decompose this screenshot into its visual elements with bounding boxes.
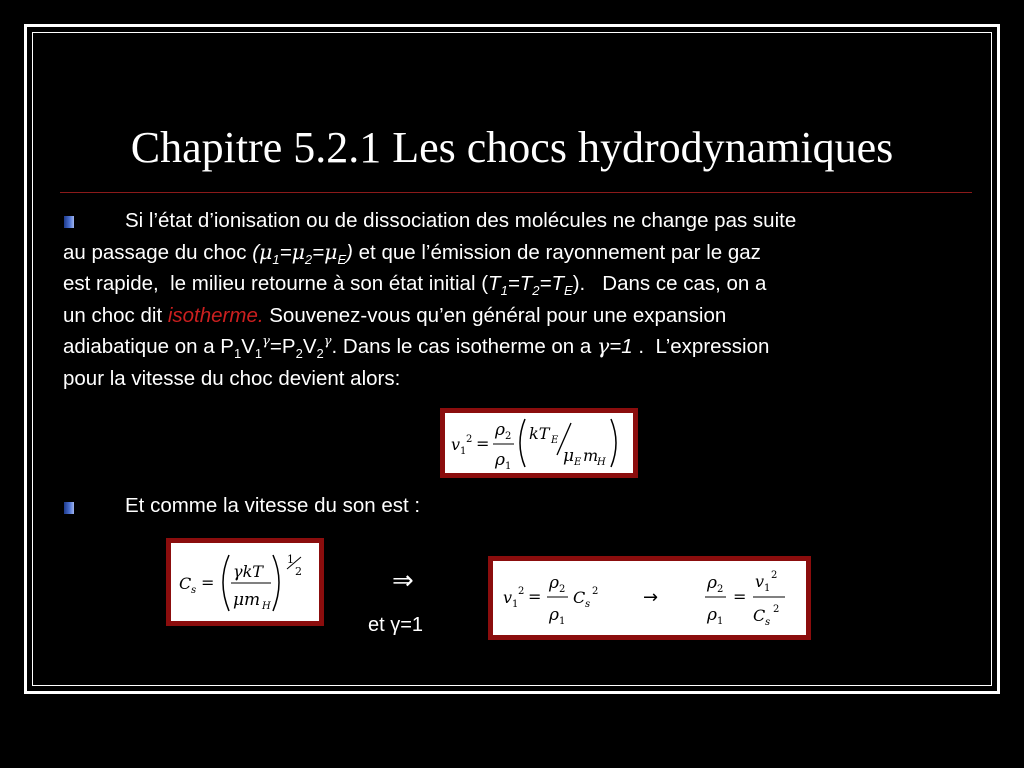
sound-speed-equation: [166, 538, 324, 626]
svg-text:2: 2: [559, 584, 566, 595]
svg-text:1: 1: [287, 553, 294, 566]
svg-text:ρ: ρ: [707, 605, 717, 625]
bullet-icon: [64, 502, 74, 514]
svg-text:2: 2: [466, 434, 473, 445]
svg-text:2: 2: [717, 584, 724, 595]
svg-text:→: →: [643, 587, 659, 608]
svg-text:H: H: [597, 457, 606, 468]
svg-text:v: v: [755, 572, 765, 591]
svg-text:=: =: [733, 587, 747, 606]
svg-text:1: 1: [717, 616, 724, 627]
svg-text:m: m: [583, 446, 599, 465]
svg-text:v: v: [503, 588, 513, 607]
svg-text:s: s: [765, 617, 771, 628]
svg-text:μm: μm: [233, 590, 261, 610]
svg-text:ρ: ρ: [495, 420, 505, 440]
svg-text:ρ: ρ: [549, 605, 559, 625]
shock-velocity-equation: [440, 408, 638, 478]
title-divider: [60, 192, 972, 193]
svg-text:s: s: [585, 599, 591, 610]
isotherme-highlight: isotherme.: [167, 303, 264, 327]
svg-text:ρ: ρ: [549, 573, 559, 593]
svg-text:s: s: [191, 585, 197, 596]
svg-text:2: 2: [773, 604, 780, 615]
svg-text:2: 2: [505, 431, 512, 442]
svg-text:E: E: [551, 435, 559, 446]
svg-text:1: 1: [559, 616, 566, 627]
svg-text:C: C: [179, 574, 192, 593]
bullet-text-2: Et comme la vitesse du son est :: [125, 494, 421, 517]
svg-text:2: 2: [295, 565, 302, 578]
svg-text:1: 1: [460, 446, 467, 457]
svg-text:=: =: [201, 573, 215, 592]
svg-text:C: C: [753, 606, 766, 625]
slide-title: Chapitre 5.2.1 Les chocs hydrodynamiques: [130, 123, 894, 172]
implies-arrow: ⇒: [392, 566, 414, 596]
svg-text:γkT: γkT: [233, 562, 263, 581]
gamma-note: et γ=1: [368, 614, 424, 636]
bullet-paragraph-1: Si l’état d’ionisation ou de dissociation des molécules ne change pas suite au passage du choc $(\mu_1=\mu_2=\mu_E)$ et que l’émission de rayonnement par le gaz est rapide, le milieu retourne à son état initial $(T_1=T_2=T_E)$. Dans ce cas, on a un choc dit isotherme. Souvenez-vous qu’en général pour une expansion adiabatique on a $P_1V_1^\gamma=P_2V_2^\gamma$. Dans le cas isotherme on a γ=1 . L’expression pour la vitesse du choc devient alors:: [63, 209, 797, 390]
svg-text:E: E: [574, 457, 582, 468]
result-equation: [488, 556, 811, 640]
svg-text:C: C: [573, 588, 586, 607]
svg-text:kT: kT: [529, 424, 550, 443]
svg-text:1: 1: [764, 583, 771, 594]
svg-text:H: H: [262, 601, 271, 612]
svg-text:2: 2: [518, 586, 525, 597]
svg-text:=: =: [476, 434, 490, 453]
svg-text:2: 2: [592, 586, 599, 597]
svg-text:ρ: ρ: [495, 450, 505, 470]
svg-text:μ: μ: [563, 446, 575, 466]
svg-text:1: 1: [505, 461, 512, 472]
svg-text:1: 1: [512, 599, 519, 610]
svg-text:v: v: [451, 435, 461, 454]
svg-text:=: =: [528, 587, 542, 606]
svg-text:ρ: ρ: [707, 573, 717, 593]
svg-text:2: 2: [771, 570, 778, 581]
